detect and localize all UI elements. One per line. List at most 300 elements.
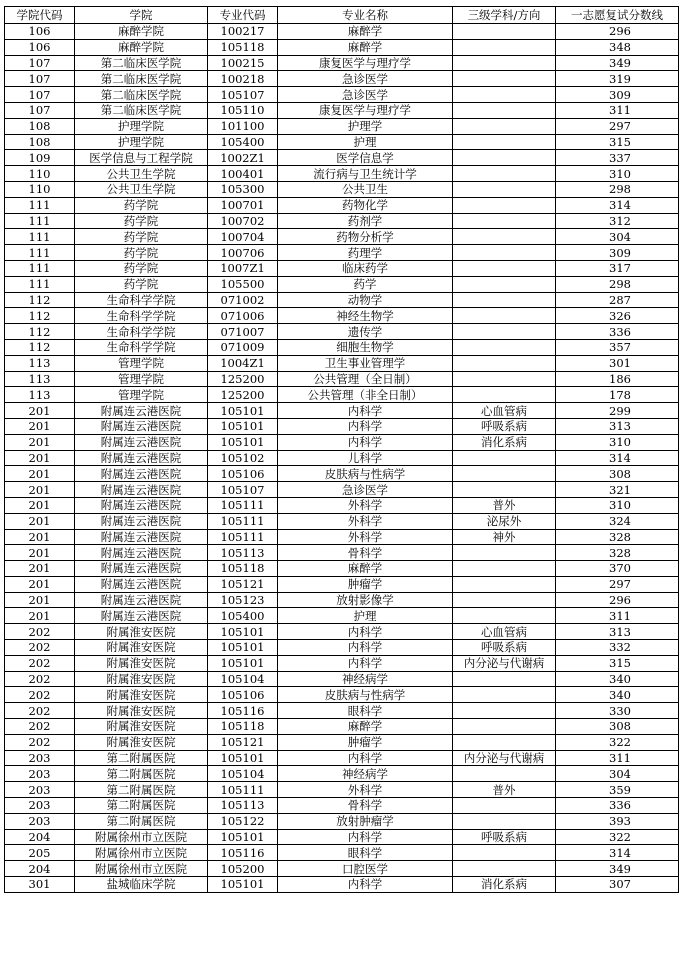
- major-code-cell: 105116: [208, 845, 278, 861]
- college-code-cell: 110: [5, 166, 75, 182]
- major-name-cell: 神经生物学: [278, 308, 453, 324]
- college-code-cell: 201: [5, 450, 75, 466]
- table-row: [5, 766, 679, 782]
- major-code-cell: 105104: [208, 766, 278, 782]
- college-cell: 附属连云港医院: [75, 592, 208, 608]
- table-row: [5, 418, 679, 434]
- major-name-cell: 神经病学: [278, 671, 453, 687]
- college-code-cell: 112: [5, 292, 75, 308]
- table-row: [5, 576, 679, 592]
- college-code-cell: 201: [5, 418, 75, 434]
- major-name-cell: 细胞生物学: [278, 339, 453, 355]
- subdiscipline-cell: [453, 213, 556, 229]
- major-code-cell: 105118: [208, 719, 278, 735]
- subdiscipline-cell: [453, 703, 556, 719]
- college-cell: 附属连云港医院: [75, 513, 208, 529]
- college-cell: 生命科学学院: [75, 339, 208, 355]
- cutoff-score-cell: 332: [556, 640, 679, 656]
- subdiscipline-cell: [453, 813, 556, 829]
- subdiscipline-cell: 神外: [453, 529, 556, 545]
- major-code-cell: 101100: [208, 118, 278, 134]
- subdiscipline-cell: [453, 24, 556, 40]
- table-row: [5, 750, 679, 766]
- major-code-cell: 105106: [208, 466, 278, 482]
- college-code-cell: 201: [5, 403, 75, 419]
- major-code-cell: 105107: [208, 482, 278, 498]
- college-code-cell: 107: [5, 102, 75, 118]
- major-name-cell: 康复医学与理疗学: [278, 55, 453, 71]
- college-cell: 附属淮安医院: [75, 734, 208, 750]
- major-code-cell: 105400: [208, 134, 278, 150]
- table-row: [5, 197, 679, 213]
- subdiscipline-cell: [453, 181, 556, 197]
- college-cell: 第二临床医学院: [75, 71, 208, 87]
- major-code-cell: 105122: [208, 813, 278, 829]
- college-cell: 附属连云港医院: [75, 576, 208, 592]
- college-cell: 第二临床医学院: [75, 87, 208, 103]
- major-code-cell: 105102: [208, 450, 278, 466]
- subdiscipline-cell: [453, 134, 556, 150]
- major-name-cell: 临床药学: [278, 260, 453, 276]
- major-code-cell: 105111: [208, 529, 278, 545]
- cutoff-score-cell: 328: [556, 545, 679, 561]
- table-row: [5, 798, 679, 814]
- college-code-cell: 113: [5, 387, 75, 403]
- major-name-cell: 骨科学: [278, 798, 453, 814]
- header-college: 学院: [75, 7, 208, 24]
- cutoff-score-cell: 301: [556, 355, 679, 371]
- college-code-cell: 203: [5, 798, 75, 814]
- major-code-cell: 105101: [208, 750, 278, 766]
- college-code-cell: 113: [5, 371, 75, 387]
- cutoff-score-cell: 308: [556, 719, 679, 735]
- cutoff-score-cell: 326: [556, 308, 679, 324]
- table-row: [5, 734, 679, 750]
- major-code-cell: 100218: [208, 71, 278, 87]
- college-code-cell: 201: [5, 513, 75, 529]
- major-name-cell: 肿瘤学: [278, 734, 453, 750]
- cutoff-score-cell: 297: [556, 576, 679, 592]
- college-cell: 附属连云港医院: [75, 608, 208, 624]
- college-cell: 附属淮安医院: [75, 719, 208, 735]
- major-name-cell: 药物分析学: [278, 229, 453, 245]
- cutoff-score-cell: 315: [556, 655, 679, 671]
- major-name-cell: 康复医学与理疗学: [278, 102, 453, 118]
- college-cell: 药学院: [75, 276, 208, 292]
- major-name-cell: 遗传学: [278, 324, 453, 340]
- cutoff-score-cell: 328: [556, 529, 679, 545]
- cutoff-score-cell: 330: [556, 703, 679, 719]
- major-name-cell: 麻醉学: [278, 719, 453, 735]
- major-code-cell: 071006: [208, 308, 278, 324]
- subdiscipline-cell: 普外: [453, 497, 556, 513]
- college-code-cell: 201: [5, 434, 75, 450]
- table-row: [5, 450, 679, 466]
- table-row: [5, 671, 679, 687]
- table-row: [5, 687, 679, 703]
- college-cell: 第二附属医院: [75, 782, 208, 798]
- major-name-cell: 肿瘤学: [278, 576, 453, 592]
- subdiscipline-cell: [453, 861, 556, 877]
- subdiscipline-cell: [453, 608, 556, 624]
- college-cell: 附属连云港医院: [75, 418, 208, 434]
- major-name-cell: 医学信息学: [278, 150, 453, 166]
- college-code-cell: 202: [5, 719, 75, 735]
- cutoff-score-cell: 359: [556, 782, 679, 798]
- table-row: [5, 877, 679, 893]
- subdiscipline-cell: [453, 734, 556, 750]
- major-code-cell: 105121: [208, 734, 278, 750]
- subdiscipline-cell: [453, 845, 556, 861]
- table-row: [5, 292, 679, 308]
- table-row: [5, 150, 679, 166]
- major-name-cell: 内科学: [278, 640, 453, 656]
- cutoff-score-cell: 296: [556, 592, 679, 608]
- major-name-cell: 神经病学: [278, 766, 453, 782]
- table-row: [5, 497, 679, 513]
- major-code-cell: 105101: [208, 434, 278, 450]
- college-cell: 生命科学学院: [75, 324, 208, 340]
- college-code-cell: 201: [5, 608, 75, 624]
- college-code-cell: 201: [5, 497, 75, 513]
- cutoff-score-cell: 304: [556, 766, 679, 782]
- college-code-cell: 205: [5, 845, 75, 861]
- major-name-cell: 外科学: [278, 497, 453, 513]
- subdiscipline-cell: 内分泌与代谢病: [453, 655, 556, 671]
- major-name-cell: 内科学: [278, 829, 453, 845]
- college-cell: 附属淮安医院: [75, 624, 208, 640]
- college-code-cell: 111: [5, 197, 75, 213]
- cutoff-score-cell: 314: [556, 197, 679, 213]
- subdiscipline-cell: [453, 292, 556, 308]
- header-major-name: 专业名称: [278, 7, 453, 24]
- major-code-cell: 100215: [208, 55, 278, 71]
- college-cell: 附属连云港医院: [75, 403, 208, 419]
- major-code-cell: 1002Z1: [208, 150, 278, 166]
- subdiscipline-cell: [453, 719, 556, 735]
- subdiscipline-cell: [453, 355, 556, 371]
- table-body: [5, 24, 679, 893]
- cutoff-score-cell: 311: [556, 750, 679, 766]
- cutoff-score-cell: 308: [556, 466, 679, 482]
- major-code-cell: 105101: [208, 655, 278, 671]
- cutoff-score-cell: 319: [556, 71, 679, 87]
- major-code-cell: 105106: [208, 687, 278, 703]
- table-row: [5, 24, 679, 40]
- college-code-cell: 111: [5, 245, 75, 261]
- college-code-cell: 201: [5, 466, 75, 482]
- cutoff-score-cell: 310: [556, 166, 679, 182]
- cutoff-score-cell: 304: [556, 229, 679, 245]
- college-code-cell: 203: [5, 813, 75, 829]
- subdiscipline-cell: [453, 592, 556, 608]
- subdiscipline-cell: [453, 798, 556, 814]
- cutoff-score-cell: 336: [556, 324, 679, 340]
- major-name-cell: 流行病与卫生统计学: [278, 166, 453, 182]
- college-cell: 麻醉学院: [75, 24, 208, 40]
- college-code-cell: 113: [5, 355, 75, 371]
- major-name-cell: 外科学: [278, 782, 453, 798]
- major-name-cell: 眼科学: [278, 703, 453, 719]
- college-code-cell: 202: [5, 655, 75, 671]
- major-code-cell: 071007: [208, 324, 278, 340]
- major-name-cell: 急诊医学: [278, 71, 453, 87]
- subdiscipline-cell: 呼吸系病: [453, 418, 556, 434]
- college-code-cell: 111: [5, 213, 75, 229]
- major-name-cell: 眼科学: [278, 845, 453, 861]
- college-cell: 附属徐州市立医院: [75, 861, 208, 877]
- major-name-cell: 内科学: [278, 418, 453, 434]
- college-cell: 管理学院: [75, 387, 208, 403]
- college-code-cell: 111: [5, 229, 75, 245]
- college-cell: 医学信息与工程学院: [75, 150, 208, 166]
- subdiscipline-cell: [453, 561, 556, 577]
- major-code-cell: 105121: [208, 576, 278, 592]
- cutoff-score-cell: 340: [556, 687, 679, 703]
- college-cell: 附属徐州市立医院: [75, 829, 208, 845]
- major-name-cell: 骨科学: [278, 545, 453, 561]
- college-code-cell: 107: [5, 87, 75, 103]
- major-code-cell: 105101: [208, 640, 278, 656]
- college-cell: 第二临床医学院: [75, 55, 208, 71]
- major-code-cell: 100217: [208, 24, 278, 40]
- major-code-cell: 105101: [208, 877, 278, 893]
- major-code-cell: 105104: [208, 671, 278, 687]
- college-cell: 附属淮安医院: [75, 655, 208, 671]
- major-code-cell: 071009: [208, 339, 278, 355]
- table-row: [5, 719, 679, 735]
- major-code-cell: 105101: [208, 829, 278, 845]
- cutoff-score-cell: 310: [556, 434, 679, 450]
- table-row: [5, 213, 679, 229]
- college-code-cell: 203: [5, 766, 75, 782]
- table-row: [5, 655, 679, 671]
- major-code-cell: 071002: [208, 292, 278, 308]
- subdiscipline-cell: 呼吸系病: [453, 829, 556, 845]
- table-row: [5, 466, 679, 482]
- college-code-cell: 203: [5, 750, 75, 766]
- cutoff-score-cell: 296: [556, 24, 679, 40]
- major-name-cell: 内科学: [278, 434, 453, 450]
- major-name-cell: 内科学: [278, 403, 453, 419]
- major-code-cell: 105111: [208, 513, 278, 529]
- college-cell: 管理学院: [75, 355, 208, 371]
- cutoff-score-cell: 310: [556, 497, 679, 513]
- table-row: [5, 482, 679, 498]
- major-code-cell: 105111: [208, 497, 278, 513]
- header-cutoff-score: 一志愿复试分数线: [556, 7, 679, 24]
- subdiscipline-cell: [453, 545, 556, 561]
- college-cell: 药学院: [75, 245, 208, 261]
- subdiscipline-cell: [453, 339, 556, 355]
- table-row: [5, 845, 679, 861]
- table-row: [5, 102, 679, 118]
- subdiscipline-cell: [453, 71, 556, 87]
- major-code-cell: 105101: [208, 624, 278, 640]
- table-row: [5, 371, 679, 387]
- college-cell: 附属连云港医院: [75, 434, 208, 450]
- subdiscipline-cell: [453, 450, 556, 466]
- subdiscipline-cell: [453, 687, 556, 703]
- major-name-cell: 麻醉学: [278, 24, 453, 40]
- table-header: [5, 7, 679, 24]
- cutoff-score-cell: 287: [556, 292, 679, 308]
- table-row: [5, 782, 679, 798]
- major-name-cell: 护理: [278, 134, 453, 150]
- header-college-code: 学院代码: [5, 7, 75, 24]
- college-code-cell: 108: [5, 134, 75, 150]
- major-code-cell: 105123: [208, 592, 278, 608]
- college-code-cell: 110: [5, 181, 75, 197]
- college-code-cell: 202: [5, 640, 75, 656]
- table-row: [5, 403, 679, 419]
- subdiscipline-cell: [453, 466, 556, 482]
- table-row: [5, 118, 679, 134]
- major-code-cell: 1004Z1: [208, 355, 278, 371]
- table-row: [5, 529, 679, 545]
- college-code-cell: 108: [5, 118, 75, 134]
- cutoff-score-cell: 324: [556, 513, 679, 529]
- cutoff-score-cell: 313: [556, 624, 679, 640]
- header-subdiscipline: 三级学科/方向: [453, 7, 556, 24]
- table-row: [5, 71, 679, 87]
- cutoff-score-cell: 309: [556, 87, 679, 103]
- college-code-cell: 203: [5, 782, 75, 798]
- major-code-cell: 105400: [208, 608, 278, 624]
- college-code-cell: 301: [5, 877, 75, 893]
- subdiscipline-cell: 呼吸系病: [453, 640, 556, 656]
- cutoff-score-cell: 357: [556, 339, 679, 355]
- cutoff-score-cell: 337: [556, 150, 679, 166]
- subdiscipline-cell: [453, 87, 556, 103]
- subdiscipline-cell: [453, 39, 556, 55]
- major-code-cell: 105101: [208, 403, 278, 419]
- cutoff-score-cell: 370: [556, 561, 679, 577]
- college-code-cell: 111: [5, 260, 75, 276]
- college-cell: 公共卫生学院: [75, 166, 208, 182]
- college-code-cell: 201: [5, 592, 75, 608]
- subdiscipline-cell: [453, 118, 556, 134]
- cutoff-score-cell: 311: [556, 608, 679, 624]
- college-cell: 盐城临床学院: [75, 877, 208, 893]
- college-cell: 附属淮安医院: [75, 703, 208, 719]
- major-name-cell: 外科学: [278, 513, 453, 529]
- subdiscipline-cell: [453, 229, 556, 245]
- subdiscipline-cell: [453, 482, 556, 498]
- college-code-cell: 204: [5, 861, 75, 877]
- subdiscipline-cell: [453, 55, 556, 71]
- major-name-cell: 药剂学: [278, 213, 453, 229]
- subdiscipline-cell: 消化系病: [453, 434, 556, 450]
- subdiscipline-cell: [453, 150, 556, 166]
- major-name-cell: 放射影像学: [278, 592, 453, 608]
- major-name-cell: 公共卫生: [278, 181, 453, 197]
- college-code-cell: 201: [5, 576, 75, 592]
- major-name-cell: 药学: [278, 276, 453, 292]
- major-code-cell: 105110: [208, 102, 278, 118]
- major-name-cell: 放射肿瘤学: [278, 813, 453, 829]
- major-code-cell: 100704: [208, 229, 278, 245]
- major-name-cell: 麻醉学: [278, 561, 453, 577]
- subdiscipline-cell: [453, 166, 556, 182]
- college-code-cell: 112: [5, 324, 75, 340]
- cutoff-score-cell: 315: [556, 134, 679, 150]
- table-row: [5, 229, 679, 245]
- major-code-cell: 105500: [208, 276, 278, 292]
- major-code-cell: 105118: [208, 39, 278, 55]
- subdiscipline-cell: [453, 371, 556, 387]
- college-cell: 附属淮安医院: [75, 671, 208, 687]
- table-row: [5, 324, 679, 340]
- table-row: [5, 513, 679, 529]
- major-name-cell: 口腔医学: [278, 861, 453, 877]
- major-name-cell: 内科学: [278, 655, 453, 671]
- college-code-cell: 112: [5, 339, 75, 355]
- subdiscipline-cell: 内分泌与代谢病: [453, 750, 556, 766]
- major-name-cell: 内科学: [278, 877, 453, 893]
- college-code-cell: 201: [5, 561, 75, 577]
- cutoff-score-cell: 321: [556, 482, 679, 498]
- cutoff-score-cell: 186: [556, 371, 679, 387]
- table-row: [5, 308, 679, 324]
- college-cell: 药学院: [75, 229, 208, 245]
- subdiscipline-cell: 普外: [453, 782, 556, 798]
- table-row: [5, 245, 679, 261]
- table-row: [5, 592, 679, 608]
- subdiscipline-cell: [453, 260, 556, 276]
- major-code-cell: 105111: [208, 782, 278, 798]
- college-code-cell: 202: [5, 624, 75, 640]
- header-row: [5, 7, 679, 24]
- table-row: [5, 39, 679, 55]
- table-row: [5, 260, 679, 276]
- subdiscipline-cell: [453, 276, 556, 292]
- subdiscipline-cell: 心血管病: [453, 624, 556, 640]
- college-code-cell: 202: [5, 687, 75, 703]
- subdiscipline-cell: [453, 308, 556, 324]
- table-row: [5, 813, 679, 829]
- major-name-cell: 外科学: [278, 529, 453, 545]
- table-row: [5, 87, 679, 103]
- subdiscipline-cell: [453, 324, 556, 340]
- major-name-cell: 卫生事业管理学: [278, 355, 453, 371]
- subdiscipline-cell: 心血管病: [453, 403, 556, 419]
- table-row: [5, 829, 679, 845]
- table-row: [5, 55, 679, 71]
- cutoff-score-cell: 309: [556, 245, 679, 261]
- college-cell: 附属连云港医院: [75, 466, 208, 482]
- cutoff-score-cell: 307: [556, 877, 679, 893]
- college-code-cell: 202: [5, 734, 75, 750]
- cutoff-score-cell: 313: [556, 418, 679, 434]
- college-cell: 麻醉学院: [75, 39, 208, 55]
- table-row: [5, 134, 679, 150]
- major-code-cell: 1007Z1: [208, 260, 278, 276]
- college-cell: 附属连云港医院: [75, 482, 208, 498]
- major-name-cell: 动物学: [278, 292, 453, 308]
- college-cell: 管理学院: [75, 371, 208, 387]
- college-cell: 第二附属医院: [75, 813, 208, 829]
- subdiscipline-cell: [453, 245, 556, 261]
- major-code-cell: 100701: [208, 197, 278, 213]
- college-cell: 第二附属医院: [75, 798, 208, 814]
- cutoff-score-cell: 349: [556, 861, 679, 877]
- subdiscipline-cell: 泌尿外: [453, 513, 556, 529]
- college-cell: 附属连云港医院: [75, 545, 208, 561]
- major-name-cell: 急诊医学: [278, 87, 453, 103]
- college-code-cell: 111: [5, 276, 75, 292]
- college-code-cell: 202: [5, 703, 75, 719]
